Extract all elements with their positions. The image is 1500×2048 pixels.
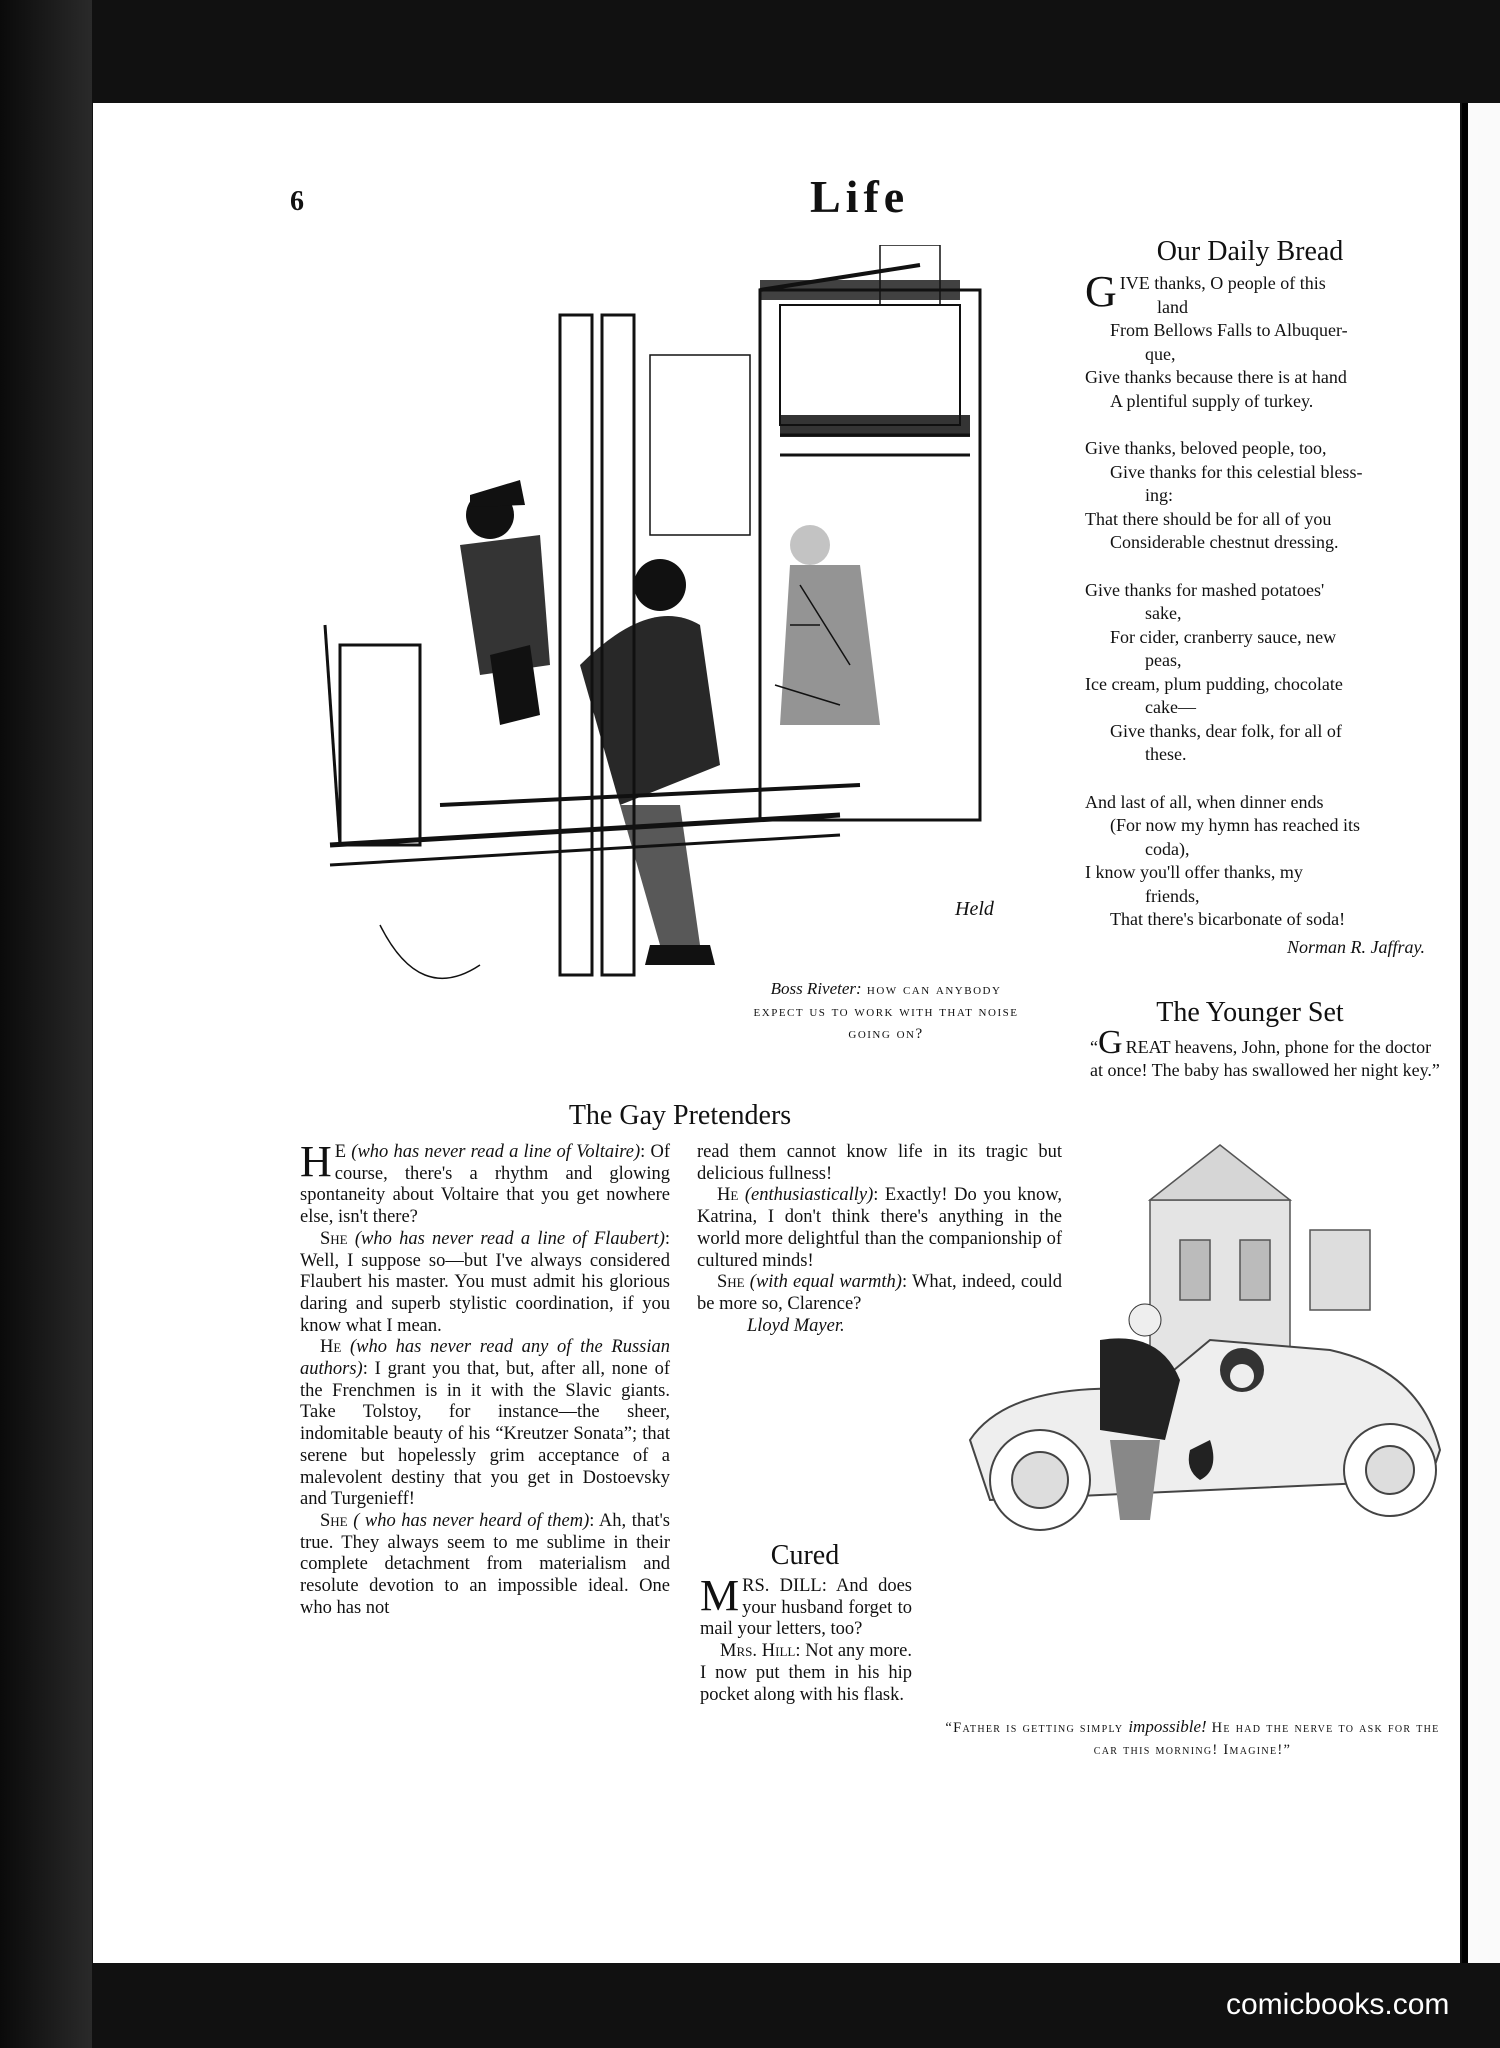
dialogue-text: : Ah, that's true. They always seem to me sublime in their complete detachment from materialism and resolute devotion to an impossible ideal. One who has not [300,1510,670,1618]
poem-line: Give thanks because there is at hand [1085,367,1347,387]
younger-set-body: REAT heavens, John, phone for the doctor at once! The baby has swallowed her night key.” [1090,1037,1440,1080]
poem-line: Give thanks, dear folk, for all of [1110,720,1342,741]
poem-stanza [1085,791,1440,932]
dialogue-paragraph [300,1337,670,1511]
dropcap: M [700,1571,740,1620]
poem-stanza [1085,437,1440,555]
poem-stanza [1085,267,1440,413]
stage-direction: ( who has never heard of them) [353,1510,590,1531]
poem-line: Considerable chestnut dressing. [1110,532,1339,552]
gay-pretenders-author: Lloyd Mayer. [747,1315,845,1336]
poem-line: That there should be for all of you [1085,508,1332,529]
speaker: Mrs. Hill [720,1641,796,1662]
riveters-cartoon [320,245,1020,1095]
poem-line: A plentiful supply of turkey. [1110,390,1314,411]
poem-line: friends, [1145,885,1200,906]
poem-line: From Bellows Falls to Albuquer- [1110,320,1348,340]
poem-line: I know you'll offer thanks, my [1085,862,1303,882]
cartoon-signature: Held [955,898,994,920]
poem-line: ing: [1145,485,1174,505]
poem-author: Norman R. Jaffray. [1287,936,1425,957]
younger-set-title: The Younger Set [1156,997,1344,1028]
car-cartoon [950,1140,1450,1600]
dialogue-paragraph [300,1229,670,1338]
speaker: She [320,1510,348,1531]
magazine-title: Life [810,171,910,222]
page-number: 6 [290,186,304,217]
riveters-caption [752,978,1020,1045]
gay-pretenders-column-1 [300,1137,670,1619]
poem-line: Ice cream, plum pudding, chocolate [1085,673,1343,694]
dialogue-text: RS. DILL: And does your husband forget to mail your letters, too? [700,1576,912,1640]
dialogue-text: : Exactly! Do you know, Katrina, I don't think there's anything in the world more delightful than the companionship of cultured minds! [697,1185,1063,1271]
poem-line: IVE thanks, O people of this [1119,273,1326,293]
poem-line: That there's bicarbonate of soda! [1110,909,1346,929]
poem-line: sake, [1145,603,1182,623]
dialogue-text: : What, indeed, could be more so, Clarence? [697,1272,1063,1314]
caption-text: He had the nerve to ask for the car this morning! Imagine!” [1093,1720,1440,1758]
dialogue-paragraph [300,1511,670,1620]
cured-title: Cured [770,1540,840,1571]
next-page-edge [1462,103,1500,1963]
caption-emphasis: impossible! [1128,1717,1207,1736]
poem-line: Give thanks for mashed potatoes' [1085,579,1325,600]
poem-line: peas, [1145,650,1182,670]
poem-line: And last of all, when dinner ends [1085,791,1324,812]
scan-background-left [0,0,92,2048]
poem-line: Give thanks for this celestial bless- [1110,461,1363,482]
dialogue-paragraph [300,1137,670,1229]
dropcap: G [1085,267,1117,316]
poem-line: For cider, cranberry sauce, new [1110,626,1337,647]
poem-line: Give thanks, beloved people, too, [1085,438,1327,458]
dialogue-text: : Well, I suppose so—but I've always considered Flaubert his master. You must admit his glorious daring and superb stylistic coordination, if you know what I mean. [300,1228,670,1336]
dialogue-paragraph [700,1641,912,1706]
speaker: She [717,1272,745,1293]
stage-direction: (who has never read a line of Voltaire) [351,1142,641,1162]
poem-line: (For now my hymn has reached its [1110,815,1360,835]
stage-direction: (with equal warmth) [749,1272,902,1293]
poem-line: land [1157,296,1188,317]
younger-set-text [1090,1024,1440,1082]
dialogue-text: read them cannot know life in its tragic but delicious fullness! [697,1142,1062,1184]
stage-direction: (who has never read a line of Flaubert) [354,1228,665,1249]
dialogue-text: : Of course, there's a rhythm and glowing spontaneity about Voltaire that you get nowhere else, isn't there? [300,1142,670,1228]
caption-text: “Father is getting simply [945,1720,1124,1736]
poem-line: que, [1145,343,1176,364]
cured-text [700,1571,912,1706]
car-caption [935,1716,1450,1761]
stage-direction: (who has never read any of the Russian authors) [300,1337,670,1380]
poem-stanza [1085,579,1440,767]
speaker: E [334,1142,347,1162]
poem-line: coda), [1145,838,1190,859]
dropcap: H [300,1137,332,1186]
poem-line: these. [1145,744,1187,764]
dialogue-text: : I grant you that, but, after all, none of the Frenchmen is in it with the Slavic giants. Take Tolstoy, for instance—the sheer, indomitable beauty of his “Kreutzer Sonata”; that serene but hopelessly grim acceptance of a malevolent destiny that you get in Dostoevsky and Turgenieff! [300,1359,670,1510]
caption-text: how can anybody expect us to work with that noise going on? [753,982,1019,1042]
open-quote: “ [1090,1037,1098,1057]
poem-line: cake— [1145,697,1196,717]
watermark: comicbooks.com [1226,1988,1450,2021]
stage-direction: (enthusiastically) [744,1185,874,1206]
poem-title: Our Daily Bread [1156,236,1344,267]
speaker: She [320,1228,348,1249]
gay-pretenders-title: The Gay Pretenders [568,1100,792,1131]
speaker: He [717,1185,739,1206]
poem-body [1085,267,1440,959]
speaker: He [320,1337,342,1358]
caption-speaker: Boss Riveter: [770,979,862,998]
dialogue-paragraph [700,1571,912,1641]
dialogue-text: : Not any more. I now put them in his hip pocket along with his flask. [700,1641,912,1705]
dropcap: G [1098,1024,1123,1061]
